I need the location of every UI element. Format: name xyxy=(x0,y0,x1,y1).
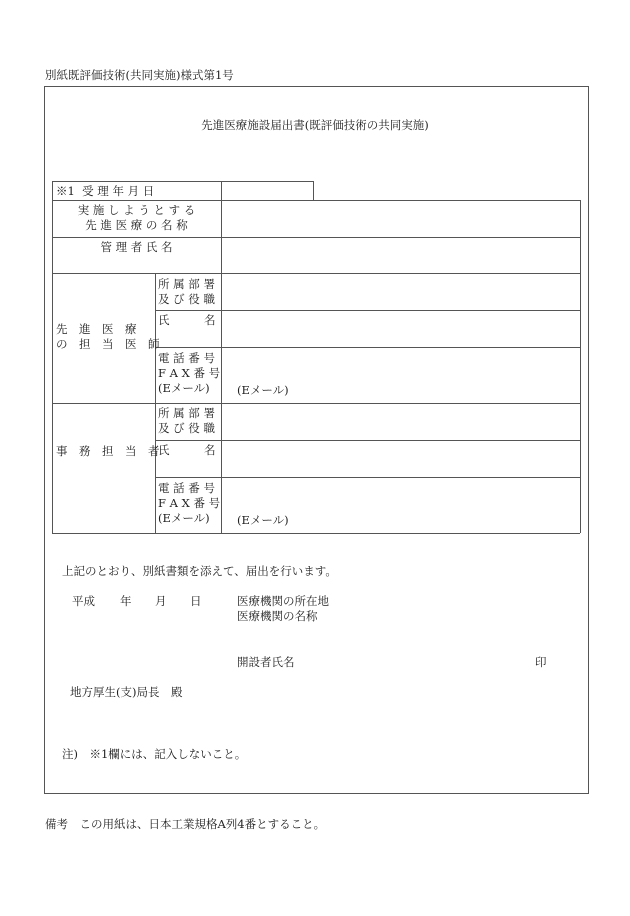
institution-address-label: 医療機関の所在地 xyxy=(237,594,329,608)
form-number: 別紙既評価技術(共同実施)様式第1号 xyxy=(45,68,234,82)
founder-name-label: 開設者氏名 xyxy=(237,655,295,669)
date-year: 年 xyxy=(120,594,132,608)
receipt-date-label: ※1 受 理 年 月 日 xyxy=(56,184,155,198)
doctor-dept-label-2: 及 び 役 職 xyxy=(158,292,215,306)
doctor-dept-label-1: 所 属 部 署 xyxy=(158,277,215,291)
remark: 備考 この用紙は、日本工業規格A列4番とすること。 xyxy=(45,817,326,831)
doctor-group-label-1: 先 進 医 療 xyxy=(56,322,137,336)
office-group-label: 事 務 担 当 者 xyxy=(56,444,160,458)
doctor-phone-label: 電 話 番 号 xyxy=(158,351,215,365)
form-title: 先進医療施設届出書(既評価技術の共同実施) xyxy=(201,118,429,132)
doctor-email-label: (Eメール) xyxy=(158,381,210,395)
office-email-field[interactable]: (Eメール) xyxy=(237,513,289,527)
date-month: 月 xyxy=(155,594,167,608)
office-dept-label-2: 及 び 役 職 xyxy=(158,421,215,435)
date-era: 平成 xyxy=(72,594,95,608)
seal-mark: 印 xyxy=(535,655,547,669)
note: 注) ※1欄には、記入しないこと。 xyxy=(62,747,247,761)
office-email-label: (Eメール) xyxy=(158,511,210,525)
doctor-fax-label: F A X 番 号 xyxy=(158,366,221,380)
manager-name-label: 管 理 者 氏 名 xyxy=(100,240,173,254)
tech-name-label-1: 実 施 し よ う と す る xyxy=(77,203,196,217)
addressee: 地方厚生(支)局長 殿 xyxy=(70,685,183,699)
office-fax-label: F A X 番 号 xyxy=(158,496,221,510)
office-name-label: 氏 名 xyxy=(158,443,216,457)
statement: 上記のとおり、別紙書類を添えて、届出を行います。 xyxy=(62,564,337,578)
office-dept-label-1: 所 属 部 署 xyxy=(158,406,215,420)
doctor-group-label-2: の 担 当 医 師 xyxy=(56,337,160,351)
office-phone-label: 電 話 番 号 xyxy=(158,481,215,495)
doctor-name-label: 氏 名 xyxy=(158,313,216,327)
institution-name-label: 医療機関の名称 xyxy=(237,609,318,623)
date-day: 日 xyxy=(190,594,202,608)
doctor-email-field[interactable]: (Eメール) xyxy=(237,383,289,397)
tech-name-label-2: 先 進 医 療 の 名 称 xyxy=(85,218,188,232)
